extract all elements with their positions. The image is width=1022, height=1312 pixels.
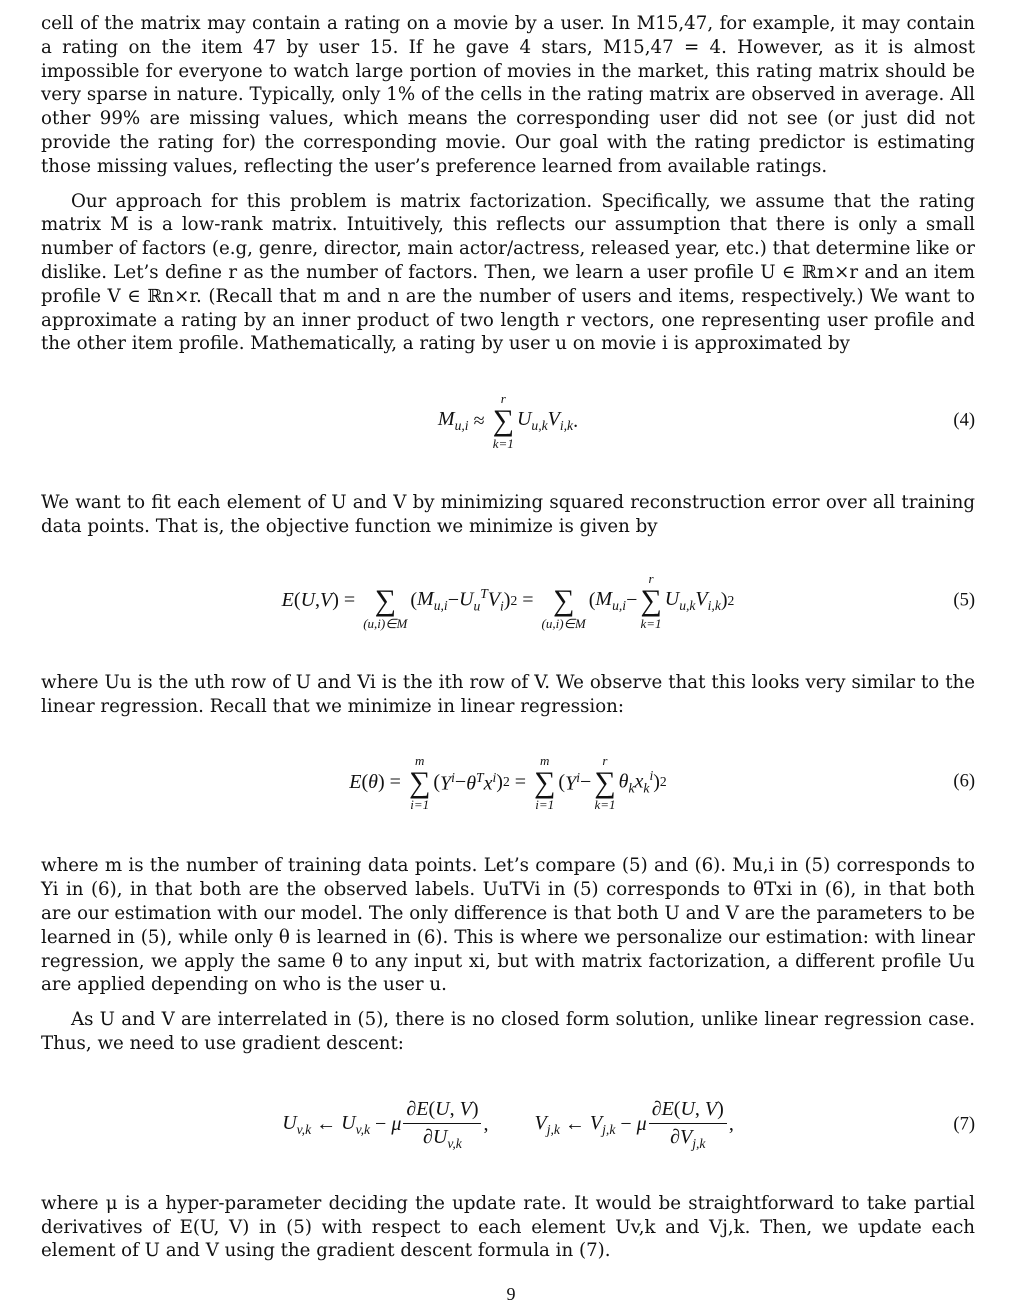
- p6-text: As U and V are interrelated in (5), there is no closed form solution, unlike linear regression case. Thus, we need to use gradient descent:: [41, 1009, 975, 1054]
- p5-text: where m is the number of training data points. Let’s compare (5) and (6). Mu,i in (5) corresponds to Yi in (6), in that both are the observed labels. UuTVi in (5) corresponds to θTxi in (6), in that both are our estimation with our model. The only difference is that both U and V are the parameters to be learned in (5), while only θ is learned in (6). This is where we personalize our estimation: with linear regression, we apply the same θ to any input xi, but with matrix factorization, a different profile Uu are applied depending on who is the user u.: [41, 855, 975, 996]
- equation-6: E ( θ ) = m ∑ i=1 ( $Y^i$ − $\theta^Tx^i$ ) 2 = m ∑ i=1 ( $Y^i$ − r ∑ k=1 $\theta_kx_k^i$ ) 2 (6): [349, 752, 975, 813]
- equation-5: E ( U , V ) = ∑ (u,i)∈M ( $M_{u,i}$ − $U_u^TV_i$ ) 2 = ∑ (u,i)∈M ( $M_{u,i}$ − r ∑ k=1 $U_{u,k}V_{i,k}$ ) 2 (5): [281, 571, 975, 631]
- paragraph-6: [41, 1008, 975, 1056]
- paragraph-4: [41, 671, 975, 719]
- equation-7: $U_{v,k}$ ← $U_{v,k}$ − μ $\frac{\partial E(U, V)}{\partial U_{v,k}}$ , $V_{j,k}$ ← $V_{j,k}$ − μ $\frac{\partial E(U, V)}{\partial V_{j,k}}$ , (7): [282, 1097, 975, 1151]
- fraction: $\frac{\partial E(U, V)}{\partial U_{v,k}}$: [403, 1098, 481, 1152]
- page-number: 9: [506, 1284, 516, 1304]
- page-content: [41, 12, 975, 1263]
- paragraph-2: [41, 190, 975, 357]
- sum-operator: r ∑ k=1: [640, 571, 662, 631]
- sum-operator: m ∑ i=1: [408, 752, 431, 813]
- p4-text: where Uu is the uth row of U and Vi is the ith row of V. We observe that this looks very similar to the linear regression. Recall that we minimize in linear regression:: [41, 671, 975, 717]
- p2-text: Our approach for this problem is matrix factorization. Specifically, we assume that the rating matrix M is a low-rank matrix. Intuitively, this reflects our assumption that there is only a small number of factors (e.g, genre, director, main actor/actress, released year, etc.) that determine like or dislike. Let’s define r as the number of factors. Then, we learn a user profile U ∈ ℝm×r and an item profile V ∈ ℝn×r. (Recall that m and n are the number of users and items, respectively.) We want to approximate a rating by an inner product of two length r vectors, one representing user profile and the other item profile. Mathematically, a rating by user u on movie i is approximated by: [41, 190, 975, 355]
- p1-text: cell of the matrix may contain a rating on a movie by a user. In M15,47, for example, it may contain a rating on the item 47 by user 15. If he gave 4 stars, M15,47 = 4. However, as it is almost impossible for everyone to watch large portion of movies in the market, this rating matrix should be very sparse in nature. Typically, only 1% of the cells in the rating matrix are observed in average. All other 99% are missing values, which means the corresponding user did not see (or just did not provide the rating for) the corresponding movie. Our goal with the rating predictor is estimating those missing values, reflecting the user’s preference learned from available ratings.: [41, 13, 975, 177]
- paragraph-1: [41, 12, 975, 179]
- p7-text: where μ is a hyper-parameter deciding the update rate. It would be straightforward to take partial derivatives of E(U, V) in (5) with respect to each element Uv,k and Vj,k. Then, we update each element of U and V using the gradient descent formula in (7).: [41, 1192, 975, 1262]
- equation-number: (4): [953, 410, 975, 431]
- paragraph-3: [41, 491, 975, 539]
- paragraph-5: [41, 854, 975, 997]
- fraction: $\frac{\partial E(U, V)}{\partial V_{j,k}}$: [649, 1098, 727, 1152]
- equation-number: (5): [953, 590, 975, 611]
- sum-operator: ∑ (u,i)∈M: [541, 584, 586, 631]
- paragraph-7: [41, 1192, 975, 1263]
- sum-operator: r ∑ k=1: [492, 391, 514, 451]
- equation-number: (7): [953, 1114, 975, 1135]
- sum-operator: r ∑ k=1: [594, 752, 616, 813]
- equation-number: (6): [953, 771, 975, 792]
- sum-operator: m ∑ i=1: [534, 752, 556, 813]
- sum-operator: ∑ (u,i)∈M: [363, 584, 408, 631]
- equation-4: $M_{u,i}$ ≈ r ∑ k=1 $U_{u,k}V_{i,k}$ . (4): [437, 391, 975, 451]
- p3-text: We want to fit each element of U and V by minimizing squared reconstruction error over all training data points. That is, the objective function we minimize is given by: [41, 492, 975, 537]
